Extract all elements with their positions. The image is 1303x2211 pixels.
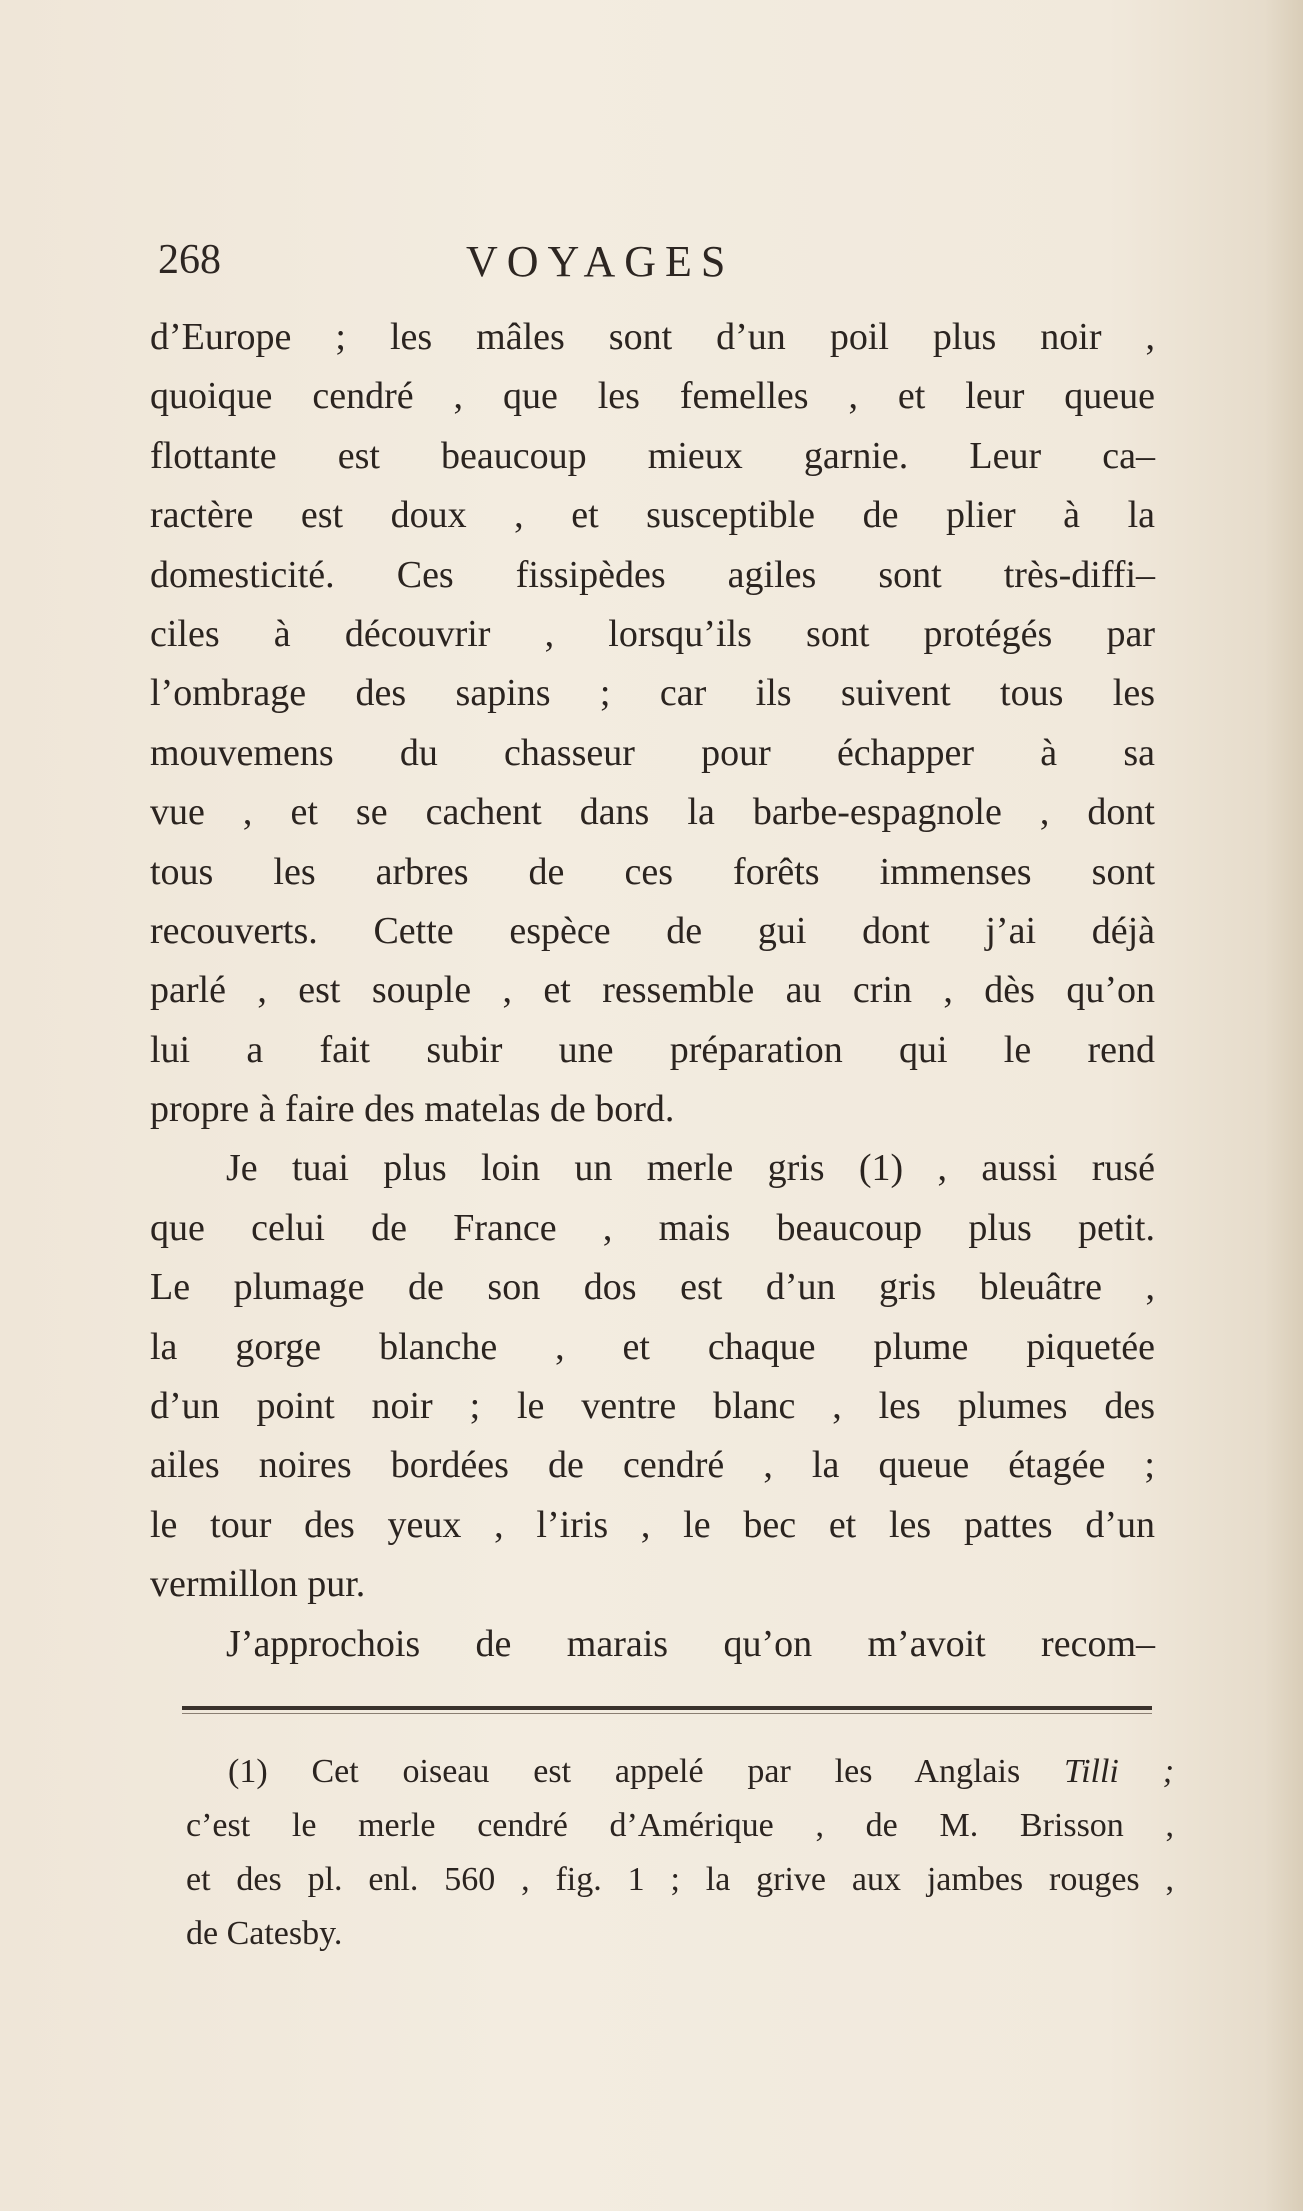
text-line: la gorge blanche , et chaque plume piquetée xyxy=(150,1325,1155,1368)
footnote-line xyxy=(186,1745,1174,1799)
text-line: ailes noires bordées de cendré , la queue étagée ; xyxy=(150,1444,1155,1487)
text-line: vue , et se cachent dans la barbe-espagnole , dont xyxy=(150,791,1155,834)
footnote-line: de Catesby. xyxy=(186,1915,343,1952)
text-line: J’approchois de marais qu’on m’avoit recom– xyxy=(226,1622,1155,1665)
text-line: vermillon pur. xyxy=(150,1563,366,1606)
text-line: d’Europe ; les mâles sont d’un poil plus noir , xyxy=(150,316,1155,358)
text-line: ciles à découvrir , lorsqu’ils sont protégés par xyxy=(150,612,1155,655)
footnote xyxy=(186,1745,1174,1961)
page-number: 268 xyxy=(158,237,221,283)
text-line: domesticité. Ces fissipèdes agiles sont très-diffi– xyxy=(150,553,1155,596)
text-line: que celui de France , mais beaucoup plus petit. xyxy=(150,1206,1155,1249)
running-head xyxy=(148,236,1158,296)
footnote-divider xyxy=(182,1706,1152,1710)
footnote-line: c’est le merle cendré d’Amérique , de M. Brisson , xyxy=(186,1807,1174,1844)
footnote-line: et des pl. enl. 560 , fig. 1 ; la grive aux jambes rouges , xyxy=(186,1861,1174,1898)
text-line: tous les arbres de ces forêts immenses sont xyxy=(150,850,1155,893)
text-line: mouvemens du chasseur pour échapper à sa xyxy=(150,731,1155,774)
running-title: VOYAGES xyxy=(466,237,735,286)
text-line: le tour des yeux , l’iris , le bec et les pattes d’un xyxy=(150,1503,1155,1546)
text-line: propre à faire des matelas de bord. xyxy=(150,1088,675,1131)
text-line: lui a fait subir une préparation qui le rend xyxy=(150,1028,1155,1071)
footnote-italic-name: Tilli ; xyxy=(1064,1753,1175,1790)
text-line: flottante est beaucoup mieux garnie. Leur ca– xyxy=(150,434,1155,477)
footnote-text: (1) Cet oiseau est appelé par les Anglais xyxy=(228,1753,1021,1790)
text-line: ractère est doux , et susceptible de plier à la xyxy=(150,494,1155,537)
text-line: Le plumage de son dos est d’un gris bleuâtre , xyxy=(150,1266,1155,1309)
footnote-divider-thin xyxy=(182,1713,1152,1714)
text-line: l’ombrage des sapins ; car ils suivent tous les xyxy=(150,672,1155,715)
body-text xyxy=(150,308,1155,1674)
text-line: quoique cendré , que les femelles , et leur queue xyxy=(150,375,1155,418)
text-line: Je tuai plus loin un merle gris (1) , aussi rusé xyxy=(226,1147,1155,1190)
text-line: recouverts. Cette espèce de gui dont j’ai déjà xyxy=(150,909,1155,952)
text-line: parlé , est souple , et ressemble au crin , dès qu’on xyxy=(150,969,1155,1012)
text-line: d’un point noir ; le ventre blanc , les plumes des xyxy=(150,1385,1155,1428)
